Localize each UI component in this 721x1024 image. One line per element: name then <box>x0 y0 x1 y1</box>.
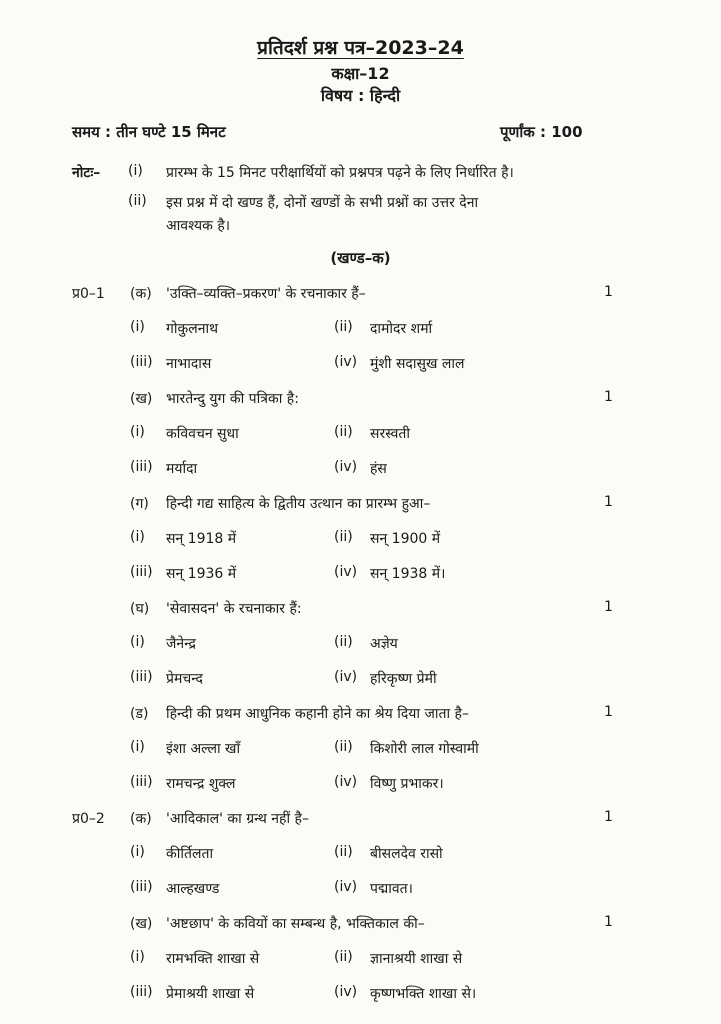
option-number: (i) <box>130 739 145 755</box>
time-label: समय : तीन घण्टे 15 मिनट <box>72 123 226 141</box>
option-number: (iv) <box>334 354 358 370</box>
option-number: (ii) <box>334 739 353 755</box>
option-number: (iii) <box>130 669 153 685</box>
option-text: सन् 1936 में <box>166 566 237 582</box>
option-text: आल्हखण्ड <box>166 881 220 897</box>
option-number: (ii) <box>334 844 353 860</box>
note-text: प्रारम्भ के 15 मिनट परीक्षार्थियों को प्रश्नपत्र पढ़ने के लिए निर्धारित है। <box>166 165 514 181</box>
total-marks-label: पूर्णांक : 100 <box>500 123 583 141</box>
option-number: (i) <box>130 634 145 650</box>
option-text: सन् 1918 में <box>166 531 237 547</box>
option-number: (i) <box>130 844 145 860</box>
option-number: (ii) <box>334 529 353 545</box>
option-text: दामोदर शर्मा <box>370 321 433 337</box>
option-text: पद्मावत। <box>370 881 413 897</box>
marks: 1 <box>604 494 613 510</box>
option-text: सरस्वती <box>370 426 411 442</box>
marks: 1 <box>604 389 613 405</box>
part-label: (क) <box>130 286 152 302</box>
question-text: 'उक्ति–व्यक्ति–प्रकरण' के रचनाकार हैं– <box>166 286 366 302</box>
option-text: इंशा अल्ला खाँ <box>166 741 241 757</box>
option-number: (i) <box>130 319 145 335</box>
option-text: कविवचन सुधा <box>166 426 239 442</box>
option-number: (iv) <box>334 459 358 475</box>
option-text: सन् 1900 में <box>370 531 441 547</box>
option-number: (iv) <box>334 984 358 1000</box>
option-text: बीसलदेव रासो <box>370 846 443 862</box>
question-text: 'आदिकाल' का ग्रन्थ नहीं है– <box>166 811 309 827</box>
option-number: (ii) <box>334 319 353 335</box>
subject-label: विषय : हिन्दी <box>320 86 401 105</box>
option-number: (iii) <box>130 774 153 790</box>
marks: 1 <box>604 704 613 720</box>
part-label: (ड) <box>130 706 149 722</box>
option-number: (i) <box>130 949 145 965</box>
option-number: (iv) <box>334 774 358 790</box>
option-text: कीर्तिलता <box>166 846 214 862</box>
option-text: कृष्णभक्ति शाखा से। <box>370 986 477 1002</box>
part-label: (ख) <box>130 391 153 407</box>
part-label: (घ) <box>130 601 150 617</box>
option-text: मुंशी सदासुख लाल <box>370 356 465 372</box>
option-text: जैनेन्द्र <box>166 636 196 652</box>
option-number: (iii) <box>130 879 153 895</box>
option-text: प्रेमाश्रयी शाखा से <box>166 986 255 1002</box>
option-number: (ii) <box>334 949 353 965</box>
option-number: (iii) <box>130 459 153 475</box>
question-text: 'अष्टछाप' के कवियों का सम्बन्ध है, भक्तिकाल की– <box>166 916 425 932</box>
note-text: इस प्रश्न में दो खण्ड हैं, दोनों खण्डों के सभी प्रश्नों का उत्तर देना <box>166 195 479 211</box>
question-text: 'सेवासदन' के रचनाकार हैं: <box>166 601 302 617</box>
question-text: भारतेन्दु युग की पत्रिका है: <box>166 391 299 407</box>
question-text: हिन्दी की प्रथम आधुनिक कहानी होने का श्रेय दिया जाता है– <box>166 706 469 722</box>
option-text: नाभादास <box>166 356 212 372</box>
paper-title: प्रतिदर्श प्रश्न पत्र–2023–24 <box>257 37 464 59</box>
option-number: (iii) <box>130 564 153 580</box>
option-text: ज्ञानाश्रयी शाखा से <box>370 951 463 967</box>
marks: 1 <box>604 599 613 615</box>
option-number: (iv) <box>334 879 358 895</box>
option-number: (i) <box>130 529 145 545</box>
note-number: (ii) <box>128 193 147 209</box>
note-text-continued: आवश्यक है। <box>166 218 231 234</box>
marks: 1 <box>604 284 613 300</box>
option-number: (iv) <box>334 564 358 580</box>
note-number: (i) <box>128 163 143 179</box>
option-number: (ii) <box>334 634 353 650</box>
option-text: सन् 1938 में। <box>370 566 446 582</box>
marks: 1 <box>604 809 613 825</box>
option-text: हरिकृष्ण प्रेमी <box>370 671 437 687</box>
option-text: किशोरी लाल गोस्वामी <box>370 741 479 757</box>
part-label: (ख) <box>130 916 153 932</box>
note-label: नोटः– <box>72 165 101 181</box>
option-text: प्रेमचन्द <box>166 671 203 687</box>
option-text: गोकुलनाथ <box>166 321 219 337</box>
option-text: विष्णु प्रभाकर। <box>370 776 444 792</box>
class-label: कक्षा–12 <box>331 64 390 83</box>
option-number: (i) <box>130 424 145 440</box>
section-heading: (खण्ड–क) <box>330 249 391 267</box>
option-number: (iii) <box>130 354 153 370</box>
question-number: प्र0–2 <box>72 811 105 827</box>
option-number: (ii) <box>334 424 353 440</box>
question-number: प्र0–1 <box>72 286 105 302</box>
part-label: (ग) <box>130 496 149 512</box>
question-text: हिन्दी गद्य साहित्य के द्वितीय उत्थान का प्रारम्भ हुआ– <box>166 496 431 512</box>
option-text: मर्यादा <box>166 461 198 477</box>
option-text: रामभक्ति शाखा से <box>166 951 260 967</box>
option-number: (iv) <box>334 669 358 685</box>
option-text: अज्ञेय <box>370 636 398 652</box>
marks: 1 <box>604 914 613 930</box>
part-label: (क) <box>130 811 152 827</box>
option-text: हंस <box>370 461 387 477</box>
option-number: (iii) <box>130 984 153 1000</box>
option-text: रामचन्द्र शुक्ल <box>166 776 236 792</box>
